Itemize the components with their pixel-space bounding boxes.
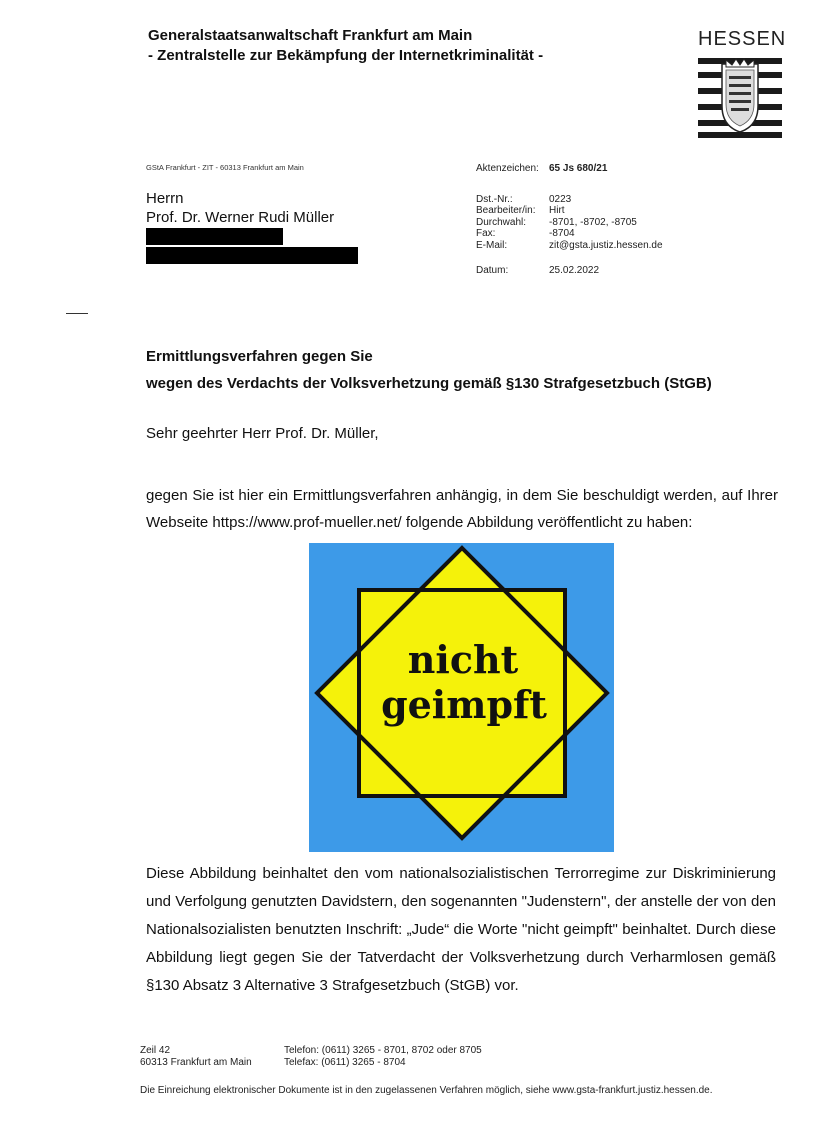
sender-return-line: GStA Frankfurt - ZIT - 60313 Frankfurt am Main	[146, 163, 304, 172]
meta-label: E-Mail:	[476, 239, 508, 251]
meta-label: Fax:	[476, 228, 496, 239]
recipient-address	[146, 189, 334, 227]
fold-mark	[66, 313, 88, 314]
aktenzeichen-label: Aktenzeichen:	[476, 163, 539, 174]
reference-block	[476, 163, 663, 277]
aktenzeichen-row	[476, 163, 663, 175]
authority-department: - Zentralstelle zur Bekämpfung der Internetkriminalität -	[148, 47, 544, 64]
meta-row	[476, 240, 663, 252]
star-image	[309, 543, 614, 852]
date-label: Datum:	[476, 265, 509, 276]
footer-fax: Telefax: (0611) 3265 - 8704	[284, 1057, 406, 1068]
subject	[146, 343, 712, 397]
paragraph-1: gegen Sie ist hier ein Ermittlungsverfahren anhängig, in dem Sie beschuldigt werden, auf Ihrer Webseite https://www.prof-mueller.net/ folgende Abbildung veröffentlicht zu haben:	[146, 487, 778, 531]
paragraph-2: Diese Abbildung beinhaltet den vom nationalsozialistischen Terrorregime zur Diskriminierung und Verfolgung genutzten Davidstern, den sogenannten "Judenstern", der anstelle der von den Nationalsozialisten benutzten Inschrift: „Jude“ die Worte "nicht geimpft" beinhaltet. Durch diese Abbildung liegt gegen Sie der Tatverdacht der Volksverhetzung durch Verharmlosen gemäß §130 Absatz 3 Alternative 3 Strafgesetzbuch (StGB) vor.	[146, 865, 776, 994]
recipient-salutation: Herrn	[146, 190, 184, 207]
meta-row	[476, 217, 663, 229]
salutation: Sehr geehrter Herr Prof. Dr. Müller,	[146, 425, 379, 442]
meta-row	[476, 194, 663, 206]
aktenzeichen-value: 65 Js 680/21	[549, 163, 608, 174]
email-value: zit@gsta.justiz.hessen.de	[549, 239, 663, 251]
meta-value: -8704	[549, 228, 575, 239]
footer-notice: Die Einreichung elektronischer Dokumente ist in den zugelassenen Verfahren möglich, siehe www.gsta-frankfurt.justiz.hessen.de.	[140, 1085, 713, 1096]
subject-line-1: Ermittlungsverfahren gegen Sie	[146, 348, 373, 365]
footer-phone: Telefon: (0611) 3265 - 8701, 8702 oder 8705	[284, 1045, 482, 1056]
meta-value: -8701, -8702, -8705	[549, 216, 637, 228]
date-value: 25.02.2022	[549, 265, 600, 276]
footer-city: 60313 Frankfurt am Main	[140, 1057, 252, 1068]
letterhead	[148, 26, 543, 66]
star-word-1: nicht	[407, 637, 519, 682]
meta-value: Hirt	[549, 205, 565, 216]
meta-label: Dst.-Nr.:	[476, 193, 513, 205]
footer-address	[140, 1045, 482, 1069]
date-row	[476, 265, 663, 277]
meta-row	[476, 228, 663, 240]
meta-label: Bearbeiter/in:	[476, 205, 536, 216]
footer-street: Zeil 42	[140, 1045, 171, 1056]
star-word-2: geimpft	[381, 682, 547, 727]
hessen-crest-logo	[698, 56, 782, 138]
meta-value: 0223	[549, 193, 572, 205]
authority-name: Generalstaatsanwaltschaft Frankfurt am Main	[148, 27, 473, 44]
meta-row	[476, 205, 663, 217]
footer-contact	[284, 1045, 584, 1069]
subject-line-2: wegen des Verdachts der Volksverhetzung gemäß §130 Strafgesetzbuch (StGB)	[146, 375, 712, 392]
meta-label: Durchwahl:	[476, 216, 527, 228]
state-name: HESSEN	[698, 28, 787, 50]
redacted-address-line-2	[146, 247, 358, 264]
recipient-name: Prof. Dr. Werner Rudi Müller	[146, 209, 335, 226]
redacted-address-line-1	[146, 228, 283, 245]
